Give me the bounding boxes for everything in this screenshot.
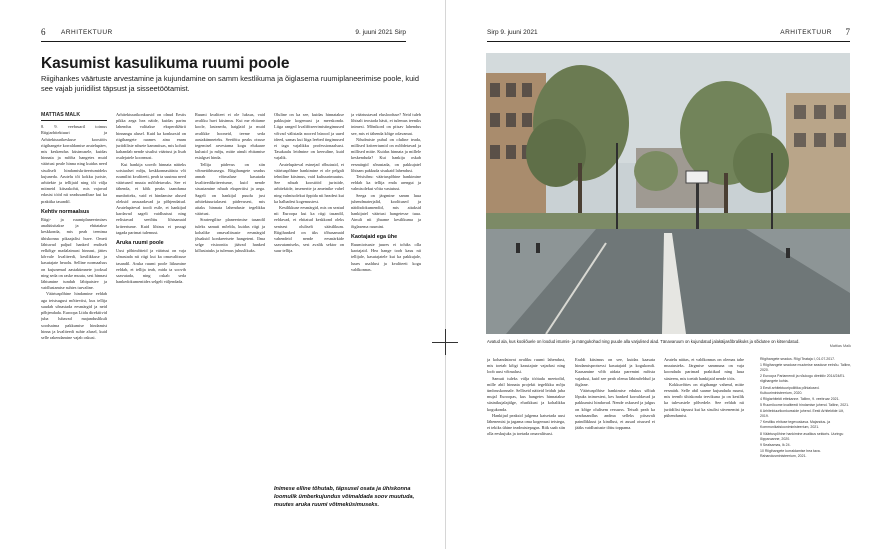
subheading: Kehtiv normaalsus (41, 208, 90, 215)
paragraph: Seega on järgmine samm luua juhendmaterjalid, koolitused ja näidisdokumendid, mis aitaksid hankijatel väärtusi hangetesse tuua. Ainult nii jõuame kestlikuma ja õiglasema ruumini. (351, 192, 421, 229)
right-column-3 (664, 357, 744, 537)
right-page-number: 7 (845, 27, 850, 37)
paragraph: Arhitektuurikonkursid on olnud Eestis pikka aega hea näide, kuidas parim lahendus valitakse eksperdižürii hinnangu alusel. Kuid ka konkursid on riigihangete raames aina enam juriidiliste nõuete kammitsas, mis kohati kahandab nende sisulist väärtust ja lisab osalejatele koormust. (116, 112, 186, 161)
street-photo (486, 53, 850, 334)
paragraph: Kokkuvõttes on riigihange vahend, mitte eesmärk. Selle abil saame kujundada ruumi, mis teenib ühiskonda tervikuna ja on kestlik ka tulevastele põlvedele. See eeldab nii juriidilist täpsust kui ka sisulist süvenemist ja pühendumist. (664, 381, 744, 418)
paragraph: Teisisõnu: väärtuspõhine hankimine eeldab ka tellija enda arengut ja valmisolekut võtta vastutust. (351, 174, 421, 192)
paragraph: Arutelupäeval esinejad rõhutasid, et väärtuspõhine hankimine ei ole pelgalt tehniline küsimus, vaid kultuurimuutus. See nõuab koostööd juristide, arhitektide, insenerite ja ametnike vahel ning valmisolekut õppida nii headest kui ka halbadest kogemustest. (274, 161, 344, 204)
paragraph: Ruumiotsuste juures ei tohiks olla kaotajaid. Hea hange toob kasu nii tellijale, kasutajatele kui ka pakkujale, luues usaldust ja kvaliteeti kogu valdkonnas. (351, 242, 421, 272)
left-column-2 (116, 112, 186, 492)
paragraph: Oluline on ka see, kuidas hinnatakse pakkujate kogemust ja meeskonda. Liiga ranged kvalifitseerimistingimused võivad välistada noored bürood ja uued ideed, samas kui liiga leebed tingimused ei taga vajalikku professionaalsust. Tasakaalu leidmine on keeruline, kuid vajalik. (274, 112, 344, 161)
left-column-5 (351, 112, 421, 480)
left-section-label: ARHITEKTUUR (61, 29, 113, 36)
paragraph: Arutelu näitas, et valdkonnas on olemas tahe muutusteks. Järgmise sammuna on vaja koondada parimad praktikad ning luua süsteem, mis toetab hankijaid nende töös. (664, 357, 744, 381)
footnote: 3 Eesti arhitektuuripoliitika põhialused. Kultuuriministeerium, 2020. (760, 385, 820, 395)
paragraph: ja väärtustavad eluslooduse? Neid tuleb lihtsalt teostada hästi, et tulemus teeniks inimesi. Mõnikord on piisav lahendus see, mis ei tähenda kõige odavamat. (351, 112, 421, 136)
left-column-3 (195, 112, 265, 492)
right-issue-date: Sirp 9. juuni 2021 (487, 29, 538, 36)
paragraph: Väärtuspõhise hankimise edukus sõltub lõpuks inimestest, kes hanked korraldavad ja pakkumisi hindavad. Nende oskused ja julgus on kõige olulisem ressurss. Teisalt peab ka seadusandlus andma selleks piisavalt paindlikkust ja kindlust, et ausad otsused ei jääks vaidlustuste tõttu toppama. (575, 388, 655, 431)
footnote: 1 Riigihangete seaduse muutmise seaduse eelnõu. Tallinn, 2020. (760, 363, 852, 373)
paragraph: Hankijad peaksid julgema katsetada uusi lähenemisi ja jagama oma kogemusi teistega, et tekiks ühine teadmistepagas. Riik saab siin olla eeskujuks ja toetada omavalitsusi. (487, 412, 565, 437)
left-column-1 (41, 112, 107, 492)
paragraph: Kestlikkuse eesmärgid, mis on seatud nii Euroopa kui ka riigi tasandil, eeldavad, et ehitatud keskkond oleks senisest oluliselt säästlikum. Riigihanked on üks tõhusamaid vahendeid nende eesmärkide saavutamiseks, sest avalik sektor on suur tellija. (274, 205, 344, 254)
right-column-2 (575, 357, 655, 537)
photo-caption (487, 339, 851, 348)
footnote: 9 Sealsamas, lk 24. (760, 442, 791, 447)
footnote: 8 Väärtuspõhine hankimine avalikus sektoris. Uuringu lõpparuanne, 2020. (760, 431, 844, 441)
left-column-4 (274, 112, 344, 480)
footnotes (760, 357, 852, 537)
footnote: 5 Ruumiloome kvaliteedi hindamise juhend. Tallinn, 2021. (760, 402, 850, 407)
paragraph: Eraldi küsimus on see, kuidas kaasata hindamisprotsessi kasutajaid ja kogukondi. Kaasamine võib aidata paremini mõista vajadusi, kuid see peab olema läbimõeldud ja õiglane. (575, 357, 655, 387)
paragraph: Ruumi kvaliteet ei ole luksus, vaid avaliku huvi küsimus. Kui me ehitame koole, lasteaedu, haiglaid ja muid avalikke hooneid, teeme seda aastakümneteks. Seetõttu peaks otsuse tegemisel arvestama kogu elukaare kulusid ja mõju, mitte ainult ehitamise esialgset hinda. (195, 112, 265, 161)
pull-quote: Inimese elline tõhutab, täpsusel osata ja ühiskonna loomulik ümberkujundus võimaldada soov muutuda, muutes aruka ruumi võtmeküsimuseks. (274, 486, 415, 508)
paragraph: Tellija pädevus on siin võtmetähtsusega. Riigihangete seadus annab võimaluse kasutada kvaliteedikriteeriume, kuid nende sisustamine nõuab ekspertiisi ja aega. Sageli on hankijal puudu just arhitektuurialasest pädevusest, mis aitaks hinnata lahenduste tegelikku väärtust. (195, 161, 265, 217)
paragraph: Nõudmiste puhul on oluline teada, millised kriteeriumid on mõõdetavad ja millised mitte. Kuidas hinnata ja millele keskenduda? Kui hankija oskab eesmärgid sõnastada, on pakkujatel lihtsam pakkuda sisukaid lahendusi. (351, 136, 421, 173)
article-deck: Riigihankes väärtuste arvestamine ja kujundamine on samm kestlikuma ja õiglasema ruumiplaneerimise poole, kuid see vajab juriidilist täpsust ja sisseetöötamist. (41, 74, 419, 93)
paragraph: Uusi põhimõtteid ja väärtusi on vaja sõnastada nii riigi kui ka omavalitsuse tasandil. Aruka ruumi poole liikumine eeldab, et tellija teab, mida ta soovib saavutada, ning oskab seda hankedokumentides selgelt väljendada. (116, 248, 186, 285)
footnote: 6 Arhitektuurikonkursside juhend. Eesti Arhitektide Liit, 2019. (760, 409, 845, 419)
street-photo-illustration (486, 53, 850, 334)
footnote: 4 Riigiarhitekti ettekanne. Tallinn, 9. veebruar 2021. (760, 396, 840, 401)
left-page-number: 6 (41, 27, 46, 37)
paragraph: 8. 9. veebruaril toimus Riigiarhitektuuri ja Arhitektuurikeskuse koostöös riigihangete korraldamise arutelupäev, mis keskendus küsimusele, kuidas hinnata ja mõõta hangetes muid väärtusi peale hinna ning kuidas need sisuliselt hindamiskriteeriumideks kujuneda. Arutelu tõi kokku juriste, arhitekte ja tellijaid ning tõi välja mitmeid kitsaskohti, mis vajavad edasist tööd nii seadusandluse kui ka praktika tasandil. (41, 124, 107, 204)
right-section-label: ARHITEKTUUR (780, 29, 832, 36)
caption-text: Avatud ala, kus kooliõuele on loodud istumis- ja mängukohad ning puude alla varjulised alad. Tänavaruum on kujundatud jalakäijasõbralikuks ja sõidutee on kitsendatud. (487, 339, 800, 344)
right-column-1 (487, 357, 565, 537)
footnote: 7 Kestliku ehituse tegevuskava. Majandus- ja Kommunikatsiooniministeerium, 2021. (760, 420, 831, 430)
crop-mark-vertical (445, 329, 446, 355)
left-header-rule (41, 41, 406, 42)
author-byline: MATTIAS MALK (41, 112, 107, 121)
paragraph: Väärtuspõhine hindamine eeldab aga teistsugust mõtteviisi, kus tellija suudab sõnastada eesmärgid ja neid põhjendada. Euroopa Liidu direktiivid juba lubavad majanduslikult soodsaima pakkumise hindamist hinna ja kvaliteedi suhte alusel, kuid selle rakendamine vajab oskusi. (41, 291, 107, 340)
photo-credit: Mattias Malk (829, 344, 851, 348)
paragraph: Kui hankija soovib hinnata näiteks sotsiaalset mõju, keskkonnasäästu või ruumilist kvaliteeti, peab ta suutma need väärtused muuta mõõdetavaks. See ei tähenda, et kõik peaks taanduma numbriteks, vaid et hindamise alused oleksid arusaadavad ja põhjendatud. Arutelupäeval toodi esile, et hankijad kardavad sageli vaidlustusi ning eelistavad seetõttu lihtsamaid kriteeriume. Kuid lihtsus ei pruugi tagada parimat tulemust. (116, 161, 186, 235)
left-page (0, 0, 445, 549)
left-issue-date: 9. juuni 2021 Sirp (355, 29, 406, 36)
subheading: Kaotajaid ega ühe (351, 233, 398, 240)
paragraph: Samuti tuleks välja töötada meetodid, mille abil hinnata projekti tegelikku mõju ümbruskonnale. Selliseid näiteid leidub juba mujal Euroopas, kus hangetes hinnatakse süsinikujalajälge, elurikkust ja kohalikku kogukonda. (487, 375, 565, 412)
paragraph: ja kohandatavat avaliku ruumi lahendust, mis toetab kõigi kasutajate vajadusi ning loob uusi võimalusi. (487, 357, 565, 375)
right-header-rule (487, 41, 850, 42)
article-title: Kasumist kasulikuma ruumi poole (41, 55, 290, 72)
footnote: 10 Riigihangete korraldamise hea tava. Rahandusministeerium, 2021. (760, 448, 821, 458)
footnote: Riigihangete seadus. Riigi Teataja I, 01.07.2017. (760, 357, 836, 361)
paragraph: Riigi- ja ruumiplaneerimises analüüsitakse ja ehitatakse keskkonda, mis peab teenima ühiskonna pikaajalisi huve. Ometi lähtuvad paljud hanked endiselt eelkõige madalaimast hinnast, jättes kõrvale kvaliteedi, kestlikkuse ja kasutajate heaolu. Selline normaalsus on kujunenud aastakümnete jooksul ning seda on raske muuta, sest hinnast lähtumine tundub läbipaistev ja vaidlustamise suhtes turvaline. (41, 217, 107, 291)
subheading: Aruka ruumi poole (116, 240, 164, 247)
paragraph: Strateegilise planeerimise tasandil tuleks samuti mõelda, kuidas riigi ja kohalike omavalitsuste eesmärgid jõuaksid konkreetsete hangeteni. Ilma selge visioonita jäävad hanked killustatuks ja tulemus juhuslikuks. (195, 217, 265, 254)
footnote: 2 Euroopa Parlamendi ja nõukogu direktiiv 2014/24/EL riigihangete kohta. (760, 374, 845, 384)
